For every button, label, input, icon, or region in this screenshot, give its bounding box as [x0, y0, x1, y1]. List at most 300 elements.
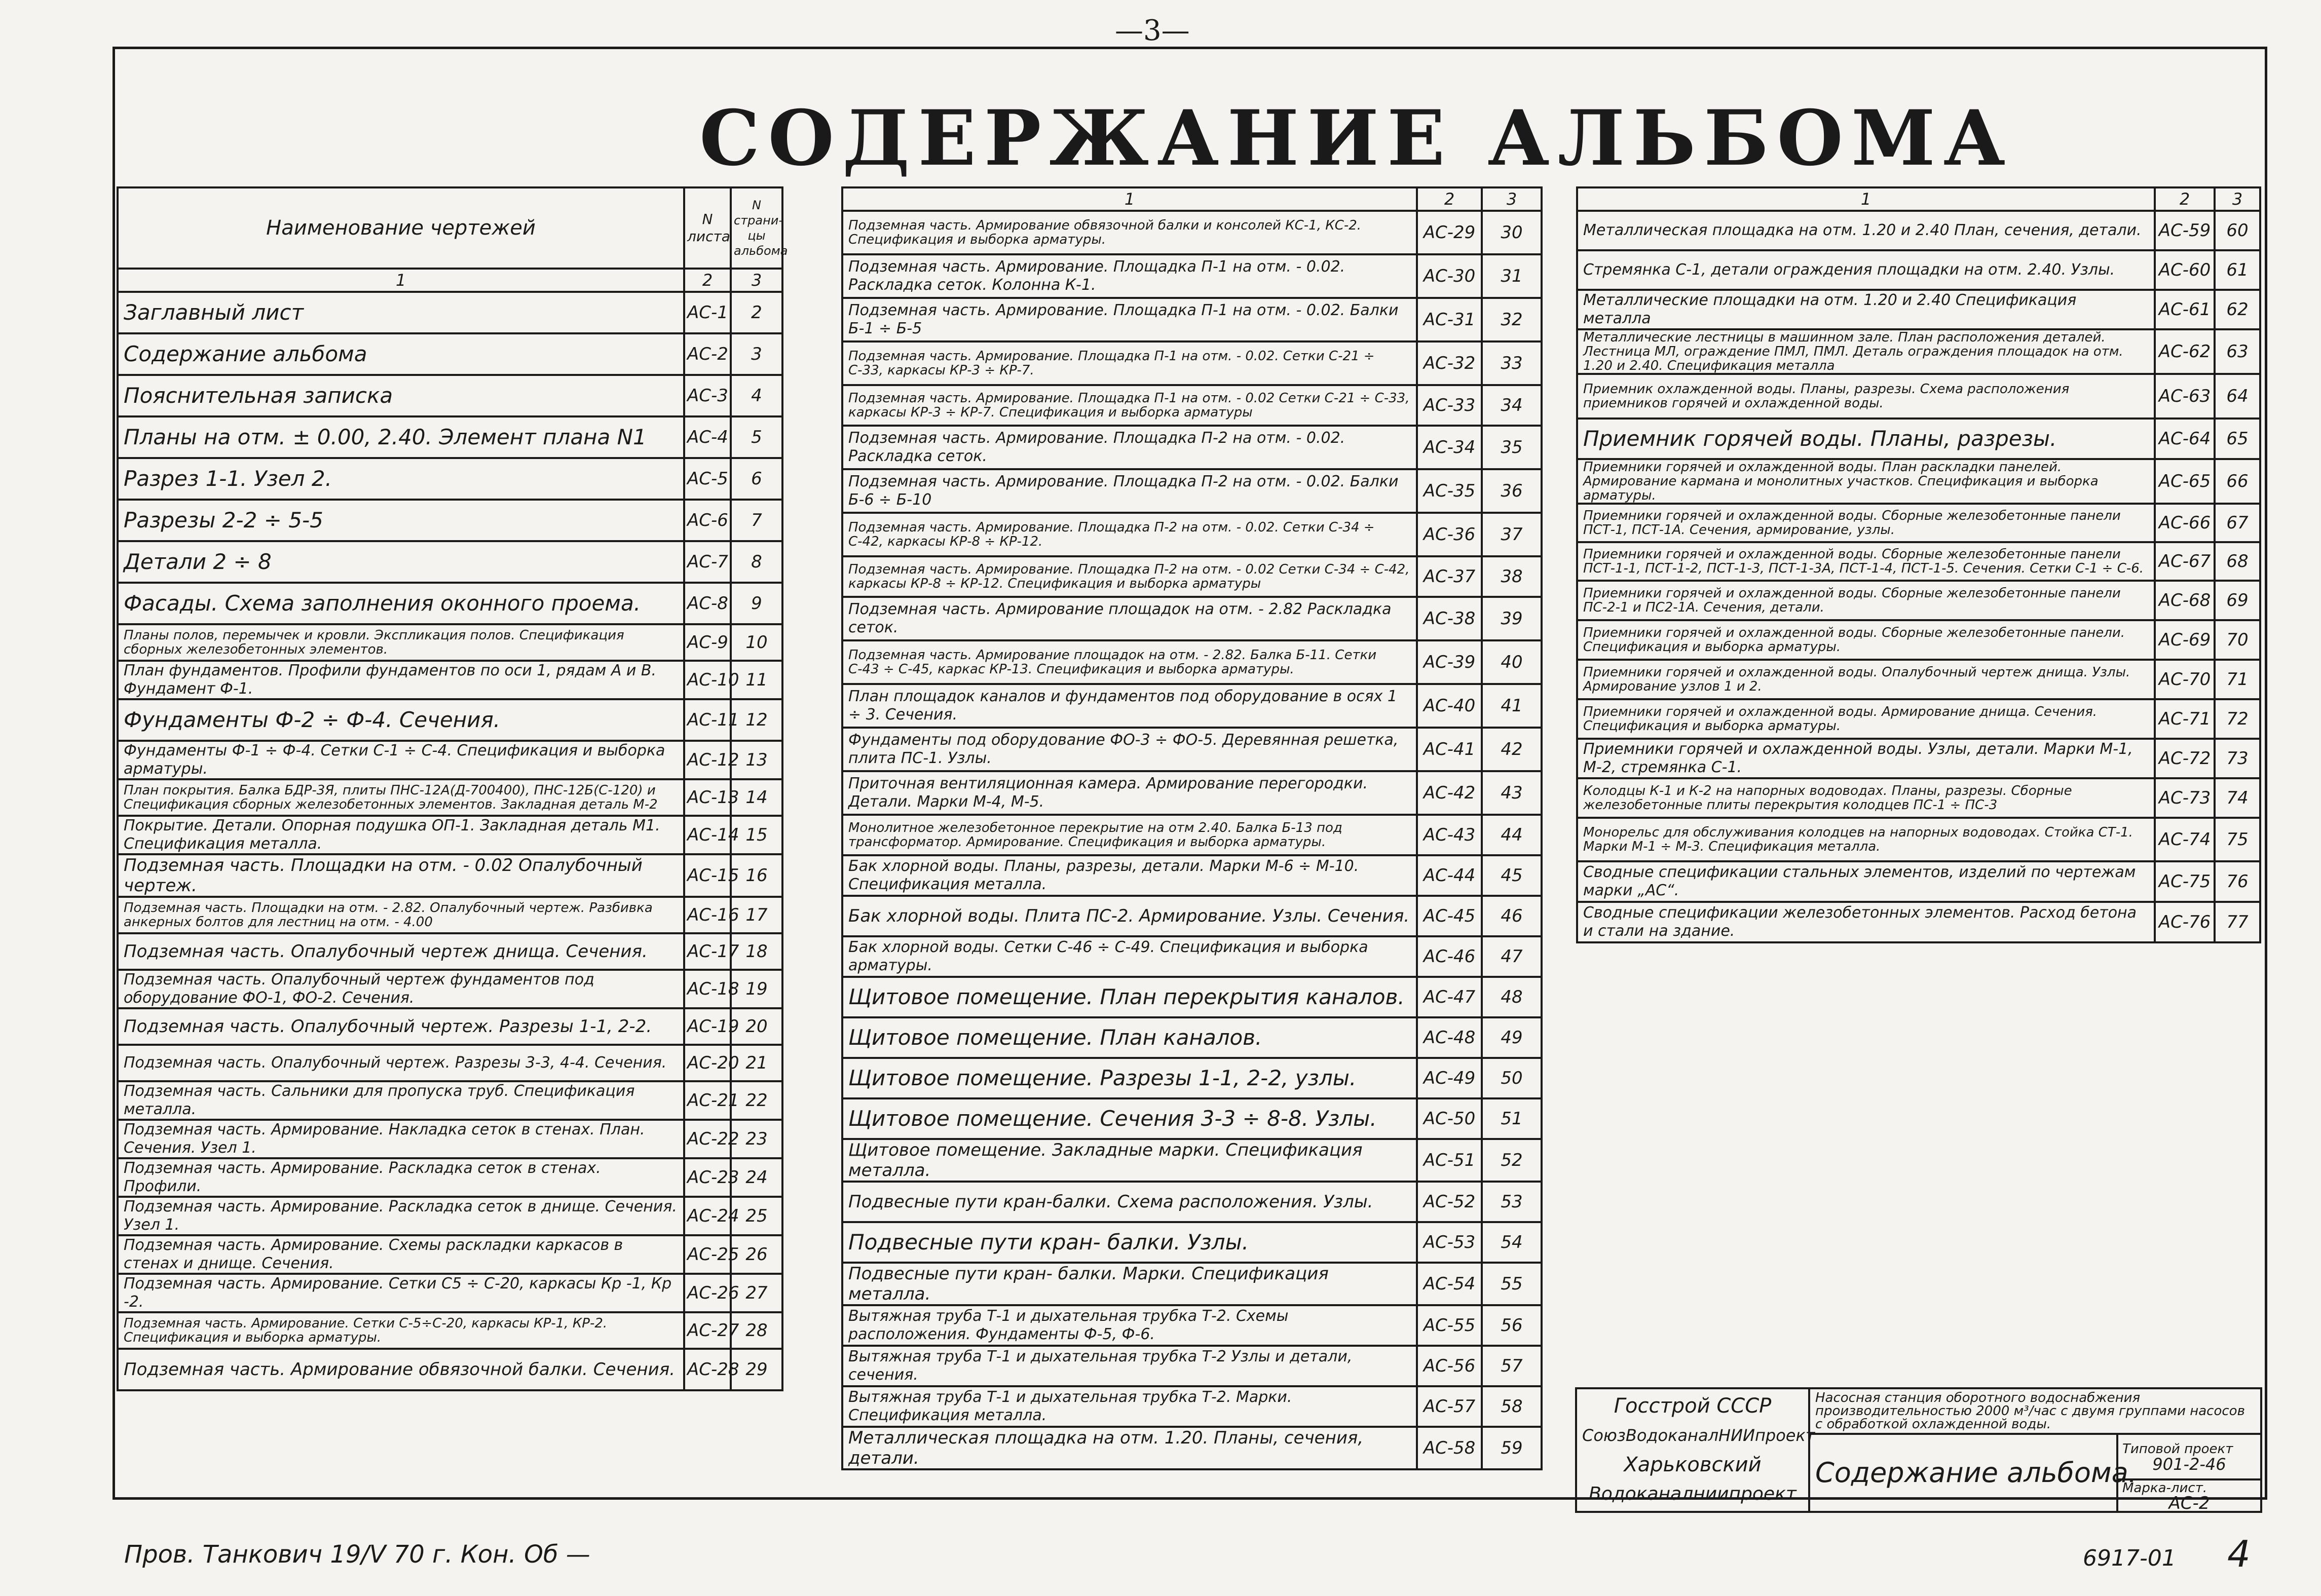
row-page: 22	[731, 1081, 782, 1120]
row-sheet: АС-58	[1417, 1427, 1482, 1469]
table-row	[118, 500, 782, 541]
table-row	[118, 1158, 782, 1197]
table-row	[118, 699, 782, 741]
colnum-1: 1	[1577, 187, 2155, 211]
row-name: Подземная часть. Площадки на отм. - 0.02 Опалубочный чертеж.	[118, 854, 684, 897]
row-name: Планы на отм. ± 0.00, 2.40. Элемент плана N1	[118, 416, 684, 458]
signature-line: Пров. Танкович 19/V 70 г. Кон. Об —	[124, 1540, 590, 1569]
row-sheet: АС-61	[2155, 290, 2215, 329]
table-row	[118, 624, 782, 661]
row-name: Стремянка С-1, детали ограждения площадки на отм. 2.40. Узлы.	[1577, 250, 2155, 290]
row-sheet: АС-40	[1417, 684, 1482, 728]
table-row	[118, 897, 782, 933]
row-name: План площадок каналов и фундаментов под оборудование в осях 1 ÷ 3. Сечения.	[842, 684, 1417, 728]
row-sheet: АС-21	[684, 1081, 731, 1120]
row-page: 63	[2215, 329, 2260, 374]
colnum-1: 1	[842, 187, 1417, 211]
table-row	[118, 333, 782, 375]
row-sheet: АС-63	[2155, 374, 2215, 419]
row-sheet: АС-35	[1417, 469, 1482, 513]
row-name: Фасады. Схема заполнения оконного проема.	[118, 583, 684, 624]
row-page: 20	[731, 1008, 782, 1045]
row-sheet: АС-70	[2155, 660, 2215, 699]
row-name: Подземная часть. Армирование. Площадка П-1 на отм. - 0.02 Сетки С-21 ÷ С-33, каркасы КР-3 ÷ КР-7. Спецификация и выборка арматуры	[842, 385, 1417, 426]
row-name: Подземная часть. Армирование. Раскладка сеток в стенах. Профили.	[118, 1158, 684, 1197]
row-name: Заглавный лист	[118, 292, 684, 333]
row-sheet: АС-45	[1417, 896, 1482, 936]
table-row	[118, 375, 782, 416]
row-sheet: АС-60	[2155, 250, 2215, 290]
row-sheet: АС-38	[1417, 597, 1482, 640]
table-row	[1577, 739, 2260, 778]
row-sheet: АС-56	[1417, 1346, 1482, 1386]
row-page: 75	[2215, 818, 2260, 861]
row-name: Подземная часть. Армирование. Схемы раскладки каркасов в стенах и днище. Сечения.	[118, 1235, 684, 1274]
row-page: 67	[2215, 504, 2260, 542]
row-name: Щитовое помещение. Закладные марки. Спецификация металла.	[842, 1139, 1417, 1182]
row-sheet: АС-17	[684, 933, 731, 970]
table-row	[118, 1197, 782, 1235]
row-name: Подземная часть. Армирование площадок на отм. - 2.82 Раскладка сеток.	[842, 597, 1417, 640]
table-row	[1577, 902, 2260, 942]
table-row	[842, 1017, 1542, 1058]
table-row	[842, 1182, 1542, 1222]
table-row	[842, 597, 1542, 640]
row-page: 11	[731, 661, 782, 699]
row-page: 33	[1482, 341, 1542, 385]
table-row	[842, 1139, 1542, 1182]
row-page: 5	[731, 416, 782, 458]
row-sheet: АС-19	[684, 1008, 731, 1045]
row-sheet: АС-33	[1417, 385, 1482, 426]
row-page: 45	[1482, 855, 1542, 896]
table-row	[842, 426, 1542, 469]
row-page: 26	[731, 1235, 782, 1274]
table-row	[118, 416, 782, 458]
row-page: 31	[1482, 254, 1542, 298]
table-row	[1577, 374, 2260, 419]
row-name: Подземная часть. Армирование. Площадка П-2 на отм. - 0.02. Сетки С-34 ÷ С-42, каркасы КР-8 ÷ КР-12.	[842, 513, 1417, 556]
row-name: Подземная часть. Армирование обвязочной балки и консолей КС-1, КС-2. Спецификация и выборка арматуры.	[842, 211, 1417, 254]
table-row	[1577, 581, 2260, 620]
row-page: 19	[731, 970, 782, 1008]
row-sheet: АС-30	[1417, 254, 1482, 298]
table-row	[118, 933, 782, 970]
table-row	[1577, 778, 2260, 818]
row-page: 65	[2215, 419, 2260, 459]
row-sheet: АС-74	[2155, 818, 2215, 861]
row-page: 73	[2215, 739, 2260, 778]
row-page: 49	[1482, 1017, 1542, 1058]
table-row	[1577, 861, 2260, 902]
table-row	[118, 779, 782, 816]
row-page: 18	[731, 933, 782, 970]
header-name: Наименование чертежей	[118, 187, 684, 269]
row-sheet: АС-50	[1417, 1098, 1482, 1139]
row-page: 42	[1482, 728, 1542, 771]
row-sheet: АС-59	[2155, 211, 2215, 250]
page-number: —3—	[1115, 14, 1190, 47]
row-sheet: АС-2	[684, 333, 731, 375]
row-sheet: АС-67	[2155, 542, 2215, 581]
row-sheet: АС-48	[1417, 1017, 1482, 1058]
colnum-2: 2	[1417, 187, 1482, 211]
row-page: 13	[731, 741, 782, 779]
row-sheet: АС-12	[684, 741, 731, 779]
row-name: Разрезы 2-2 ÷ 5-5	[118, 500, 684, 541]
org-vodokanal: Водоканалниипроект	[1589, 1484, 1796, 1504]
row-sheet: АС-18	[684, 970, 731, 1008]
row-sheet: АС-8	[684, 583, 731, 624]
row-sheet: АС-73	[2155, 778, 2215, 818]
row-page: 46	[1482, 896, 1542, 936]
table-row	[842, 211, 1542, 254]
table-row	[842, 936, 1542, 977]
colnum-1: 1	[118, 269, 684, 292]
row-page: 52	[1482, 1139, 1542, 1182]
row-name: Фундаменты под оборудование ФО-3 ÷ ФО-5. Деревянная решетка, плита ПС-1. Узлы.	[842, 728, 1417, 771]
row-sheet: АС-41	[1417, 728, 1482, 771]
row-sheet: АС-5	[684, 458, 731, 500]
table-row	[1577, 211, 2260, 250]
row-page: 66	[2215, 459, 2260, 504]
table-row	[118, 970, 782, 1008]
row-sheet: АС-37	[1417, 556, 1482, 597]
row-name: Щитовое помещение. План перекрытия каналов.	[842, 977, 1417, 1017]
mark-label: Марка-лист.	[2122, 1480, 2207, 1496]
row-name: Металлические площадки на отм. 1.20 и 2.40 Спецификация металла	[1577, 290, 2155, 329]
row-name: Сводные спецификации железобетонных элементов. Расход бетона и стали на здание.	[1577, 902, 2155, 942]
row-name: Покрытие. Детали. Опорная подушка ОП-1. Закладная деталь М1. Спецификация металла.	[118, 816, 684, 854]
row-name: Фундаменты Ф-2 ÷ Ф-4. Сечения.	[118, 699, 684, 741]
row-name: Разрез 1-1. Узел 2.	[118, 458, 684, 500]
page-title: СОДЕРЖАНИЕ АЛЬБОМА	[699, 94, 2014, 183]
table-row	[118, 1008, 782, 1045]
row-page: 70	[2215, 620, 2260, 660]
row-sheet: АС-1	[684, 292, 731, 333]
row-sheet: АС-46	[1417, 936, 1482, 977]
type-project-label: Типовой проект	[2122, 1441, 2233, 1457]
row-name: Приемники горячей и охлажденной воды. Сборные железобетонные панели. Спецификация и выборка арматуры.	[1577, 620, 2155, 660]
row-name: Металлическая площадка на отм. 1.20. Планы, сечения, детали.	[842, 1427, 1417, 1469]
row-name: Щитовое помещение. Сечения 3-3 ÷ 8-8. Узлы.	[842, 1098, 1417, 1139]
row-sheet: АС-16	[684, 897, 731, 933]
row-page: 16	[731, 854, 782, 897]
row-name: Подземная часть. Армирование. Площадка П-2 на отм. - 0.02 Сетки С-34 ÷ С-42, каркасы КР-8 ÷ КР-12. Спецификация и выборка арматуры	[842, 556, 1417, 597]
table-row	[118, 1312, 782, 1349]
row-sheet: АС-55	[1417, 1305, 1482, 1346]
row-sheet: АС-64	[2155, 419, 2215, 459]
row-page: 54	[1482, 1222, 1542, 1263]
table-row	[842, 298, 1542, 341]
row-sheet: АС-76	[2155, 902, 2215, 942]
row-name: Щитовое помещение. План каналов.	[842, 1017, 1417, 1058]
contents-table-1	[117, 186, 788, 1391]
row-page: 64	[2215, 374, 2260, 419]
row-name: Бак хлорной воды. Плита ПС-2. Армирование. Узлы. Сечения.	[842, 896, 1417, 936]
row-sheet: АС-43	[1417, 815, 1482, 855]
drawing-code: 6917-01	[2083, 1545, 2176, 1571]
row-sheet: АС-52	[1417, 1182, 1482, 1222]
row-page: 61	[2215, 250, 2260, 290]
row-page: 34	[1482, 385, 1542, 426]
header-page: N страни- цы альбома	[731, 187, 782, 269]
row-page: 53	[1482, 1182, 1542, 1222]
row-name: Колодцы К-1 и К-2 на напорных водоводах. Планы, разрезы. Сборные железобетонные плиты перекрытия колодцев ПС-1 ÷ ПС-3	[1577, 778, 2155, 818]
row-sheet: АС-71	[2155, 699, 2215, 739]
row-name: Подземная часть. Опалубочный чертеж днища. Сечения.	[118, 933, 684, 970]
header-sheet: N листа	[684, 187, 731, 269]
row-page: 41	[1482, 684, 1542, 728]
table-row	[842, 771, 1542, 815]
row-page: 58	[1482, 1386, 1542, 1427]
row-sheet: АС-3	[684, 375, 731, 416]
row-name: Приемники горячей и охлажденной воды. Сборные железобетонные панели ПС-2-1 и ПС2-1А. Сечения, детали.	[1577, 581, 2155, 620]
table-row	[118, 1120, 782, 1158]
row-sheet: АС-47	[1417, 977, 1482, 1017]
table-row	[842, 1427, 1542, 1469]
row-page: 68	[2215, 542, 2260, 581]
row-page: 4	[731, 375, 782, 416]
table-row	[842, 684, 1542, 728]
colnum-2: 2	[684, 269, 731, 292]
table-row	[118, 1081, 782, 1120]
row-page: 69	[2215, 581, 2260, 620]
row-name: Приточная вентиляционная камера. Армирование перегородки. Детали. Марки М-4, М-5.	[842, 771, 1417, 815]
row-name: Подземная часть. Армирование. Сетки С5 ÷ С-20, каркасы Кр -1, Кр -2.	[118, 1274, 684, 1312]
colnum-2: 2	[2155, 187, 2215, 211]
table-row	[842, 254, 1542, 298]
row-name: Приемники горячей и охлажденной воды. Сборные железобетонные панели ПСТ-1, ПСТ-1А. Сечения, армирование, узлы.	[1577, 504, 2155, 542]
table-row	[842, 1386, 1542, 1427]
row-sheet: АС-62	[2155, 329, 2215, 374]
row-name: Планы полов, перемычек и кровли. Экспликация полов. Спецификация сборных железобетонных элементов.	[118, 624, 684, 661]
row-sheet: АС-65	[2155, 459, 2215, 504]
table-row	[842, 556, 1542, 597]
row-sheet: АС-39	[1417, 640, 1482, 684]
row-name: План покрытия. Балка БДР-3Я, плиты ПНС-12А(Д-700400), ПНС-12Б(С-120) и Спецификация сборных железобетонных элементов. Закладная деталь М-2	[118, 779, 684, 816]
table-row	[842, 469, 1542, 513]
row-sheet: АС-53	[1417, 1222, 1482, 1263]
table-row	[118, 292, 782, 333]
table-row	[842, 728, 1542, 771]
row-page: 77	[2215, 902, 2260, 942]
table-row	[1577, 329, 2260, 374]
row-sheet: АС-72	[2155, 739, 2215, 778]
row-page: 17	[731, 897, 782, 933]
row-page: 38	[1482, 556, 1542, 597]
row-sheet: АС-36	[1417, 513, 1482, 556]
row-name: Приемники горячей и охлажденной воды. Узлы, детали. Марки М-1, М-2, стремянка С-1.	[1577, 739, 2155, 778]
row-page: 62	[2215, 290, 2260, 329]
row-name: Сводные спецификации стальных элементов, изделий по чертежам марки „АС“.	[1577, 861, 2155, 902]
type-project-value: 901-2-46	[2152, 1455, 2226, 1474]
row-page: 28	[731, 1312, 782, 1349]
colnum-3: 3	[1482, 187, 1542, 211]
row-name: Приемники горячей и охлажденной воды. Опалубочный чертеж днища. Узлы. Армирование узлов 1 и 2.	[1577, 660, 2155, 699]
project-name: Насосная станция оборотного водоснабжения производительностью 2000 м³/час с двумя группами насосов с обработкой охлажденной воды.	[1809, 1388, 2261, 1434]
row-name: Подземная часть. Армирование. Площадка П-2 на отм. - 0.02. Балки Б-6 ÷ Б-10	[842, 469, 1417, 513]
row-page: 43	[1482, 771, 1542, 815]
row-sheet: АС-6	[684, 500, 731, 541]
row-name: Подземная часть. Армирование площадок на отм. - 2.82. Балка Б-11. Сетки С-43 ÷ С-45, каркас КР-13. Спецификация и выборка арматуры.	[842, 640, 1417, 684]
table-row	[842, 896, 1542, 936]
row-page: 57	[1482, 1346, 1542, 1386]
row-page: 36	[1482, 469, 1542, 513]
table-row	[118, 1349, 782, 1390]
row-name: Подвесные пути кран- балки. Узлы.	[842, 1222, 1417, 1263]
table-row	[118, 1235, 782, 1274]
row-name: Детали 2 ÷ 8	[118, 541, 684, 583]
row-name: Бак хлорной воды. Планы, разрезы, детали. Марки М-6 ÷ М-10. Спецификация металла.	[842, 855, 1417, 896]
row-name: Приемник горячей воды. Планы, разрезы.	[1577, 419, 2155, 459]
row-name: Подвесные пути кран-балки. Схема расположения. Узлы.	[842, 1182, 1417, 1222]
row-page: 21	[731, 1045, 782, 1081]
row-sheet: АС-14	[684, 816, 731, 854]
table-row	[118, 458, 782, 500]
row-sheet: АС-10	[684, 661, 731, 699]
row-page: 24	[731, 1158, 782, 1197]
row-page: 23	[731, 1120, 782, 1158]
row-name: Пояснительная записка	[118, 375, 684, 416]
row-page: 6	[731, 458, 782, 500]
row-name: Монолитное железобетонное перекрытие на отм 2.40. Балка Б-13 под трансформатор. Армирование. Спецификация и выборка арматуры.	[842, 815, 1417, 855]
row-name: Металлическая площадка на отм. 1.20 и 2.40 План, сечения, детали.	[1577, 211, 2155, 250]
row-sheet: АС-22	[684, 1120, 731, 1158]
row-page: 3	[731, 333, 782, 375]
table-row	[118, 661, 782, 699]
row-page: 50	[1482, 1058, 1542, 1098]
row-page: 48	[1482, 977, 1542, 1017]
row-sheet: АС-28	[684, 1349, 731, 1390]
row-name: Фундаменты Ф-1 ÷ Ф-4. Сетки С-1 ÷ С-4. Спецификация и выборка арматуры.	[118, 741, 684, 779]
table-row	[1577, 290, 2260, 329]
row-name: Щитовое помещение. Разрезы 1-1, 2-2, узлы.	[842, 1058, 1417, 1098]
row-name: Подземная часть. Армирование. Накладка сеток в стенах. План. Сечения. Узел 1.	[118, 1120, 684, 1158]
row-sheet: АС-54	[1417, 1263, 1482, 1305]
row-name: Приемники горячей и охлажденной воды. Сборные железобетонные панели ПСТ-1-1, ПСТ-1-2, ПСТ-1-3, ПСТ-1-3А, ПСТ-1-4, ПСТ-1-5. Сечения. Сетки С-1 ÷ С-6.	[1577, 542, 2155, 581]
row-sheet: АС-20	[684, 1045, 731, 1081]
row-page: 60	[2215, 211, 2260, 250]
row-page: 7	[731, 500, 782, 541]
row-page: 30	[1482, 211, 1542, 254]
org-soyuz: СоюзВодоканалНИИпроект	[1582, 1426, 1815, 1445]
table-row	[1577, 542, 2260, 581]
table-row	[842, 640, 1542, 684]
row-sheet: АС-49	[1417, 1058, 1482, 1098]
table-row	[842, 1098, 1542, 1139]
table-row	[842, 1263, 1542, 1305]
row-page: 47	[1482, 936, 1542, 977]
row-sheet: АС-32	[1417, 341, 1482, 385]
row-name: Подземная часть. Площадки на отм. - 2.82. Опалубочный чертеж. Разбивка анкерных болтов для лестниц на отм. - 4.00	[118, 897, 684, 933]
row-name: Подземная часть. Армирование. Раскладка сеток в днище. Сечения. Узел 1.	[118, 1197, 684, 1235]
row-sheet: АС-42	[1417, 771, 1482, 815]
sheet-title: Содержание альбома.	[1809, 1434, 2117, 1512]
sheet-number: 4	[2227, 1533, 2251, 1575]
org-gosstroy: Госстрой СССР	[1614, 1394, 1772, 1418]
row-sheet: АС-27	[684, 1312, 731, 1349]
row-sheet: АС-15	[684, 854, 731, 897]
table-row	[118, 583, 782, 624]
row-page: 51	[1482, 1098, 1542, 1139]
row-page: 25	[731, 1197, 782, 1235]
row-name: Вытяжная труба Т-1 и дыхательная трубка Т-2. Марки. Спецификация металла.	[842, 1386, 1417, 1427]
row-sheet: АС-69	[2155, 620, 2215, 660]
table-row	[1577, 818, 2260, 861]
row-name: Подземная часть. Армирование. Площадка П-1 на отм. - 0.02. Сетки С-21 ÷ С-33, каркасы КР-3 ÷ КР-7.	[842, 341, 1417, 385]
row-name: Подземная часть. Армирование. Площадка П-1 на отм. - 0.02. Балки Б-1 ÷ Б-5	[842, 298, 1417, 341]
row-name: Подземная часть. Опалубочный чертеж. Разрезы 1-1, 2-2.	[118, 1008, 684, 1045]
row-name: Вытяжная труба Т-1 и дыхательная трубка Т-2. Схемы расположения. Фундаменты Ф-5, Ф-6.	[842, 1305, 1417, 1346]
row-sheet: АС-68	[2155, 581, 2215, 620]
row-sheet: АС-9	[684, 624, 731, 661]
table-row	[842, 1058, 1542, 1098]
row-name: План фундаментов. Профили фундаментов по оси 1, рядам А и В. Фундамент Ф-1.	[118, 661, 684, 699]
row-page: 14	[731, 779, 782, 816]
row-name: Приемники горячей и охлажденной воды. Армирование днища. Сечения. Спецификация и выборка арматуры.	[1577, 699, 2155, 739]
table-row	[842, 341, 1542, 385]
row-sheet: АС-26	[684, 1274, 731, 1312]
row-page: 37	[1482, 513, 1542, 556]
row-name: Подземная часть. Армирование. Сетки С-5÷С-20, каркасы КР-1, КР-2. Спецификация и выборка арматуры.	[118, 1312, 684, 1349]
row-sheet: АС-44	[1417, 855, 1482, 896]
row-page: 44	[1482, 815, 1542, 855]
table-row	[118, 854, 782, 897]
row-name: Бак хлорной воды. Сетки С-46 ÷ С-49. Спецификация и выборка арматуры.	[842, 936, 1417, 977]
table-row	[842, 1305, 1542, 1346]
contents-table-3	[1576, 186, 2261, 943]
row-page: 76	[2215, 861, 2260, 902]
table-row	[118, 541, 782, 583]
row-page: 32	[1482, 298, 1542, 341]
row-page: 56	[1482, 1305, 1542, 1346]
row-sheet: АС-29	[1417, 211, 1482, 254]
table-row	[842, 1346, 1542, 1386]
table-row	[1577, 459, 2260, 504]
table-row	[118, 1274, 782, 1312]
row-page: 10	[731, 624, 782, 661]
table-row	[118, 1045, 782, 1081]
table-row	[842, 855, 1542, 896]
row-page: 59	[1482, 1427, 1542, 1469]
title-block	[1575, 1387, 2262, 1513]
row-name: Приемник охлажденной воды. Планы, разрезы. Схема расположения приемников горячей и охлажденной воды.	[1577, 374, 2155, 419]
table-row	[118, 816, 782, 854]
row-sheet: АС-75	[2155, 861, 2215, 902]
row-name: Подземная часть. Опалубочный чертеж фундаментов под оборудование ФО-1, ФО-2. Сечения.	[118, 970, 684, 1008]
table-row	[842, 385, 1542, 426]
contents-table-2	[841, 186, 1543, 1470]
table-row	[842, 513, 1542, 556]
row-name: Подземная часть. Сальники для пропуска труб. Спецификация металла.	[118, 1081, 684, 1120]
row-sheet: АС-51	[1417, 1139, 1482, 1182]
row-page: 55	[1482, 1263, 1542, 1305]
table-row	[1577, 504, 2260, 542]
row-page: 71	[2215, 660, 2260, 699]
table-row	[1577, 419, 2260, 459]
row-name: Приемники горячей и охлажденной воды. План раскладки панелей. Армирование кармана и монолитных участков. Спецификация и выборка арматуры.	[1577, 459, 2155, 504]
row-name: Вытяжная труба Т-1 и дыхательная трубка Т-2 Узлы и детали, сечения.	[842, 1346, 1417, 1386]
row-sheet: АС-25	[684, 1235, 731, 1274]
row-name: Содержание альбома	[118, 333, 684, 375]
row-sheet: АС-34	[1417, 426, 1482, 469]
row-page: 29	[731, 1349, 782, 1390]
row-sheet: АС-66	[2155, 504, 2215, 542]
colnum-3: 3	[2215, 187, 2260, 211]
row-name: Подземная часть. Армирование обвязочной балки. Сечения.	[118, 1349, 684, 1390]
row-page: 15	[731, 816, 782, 854]
